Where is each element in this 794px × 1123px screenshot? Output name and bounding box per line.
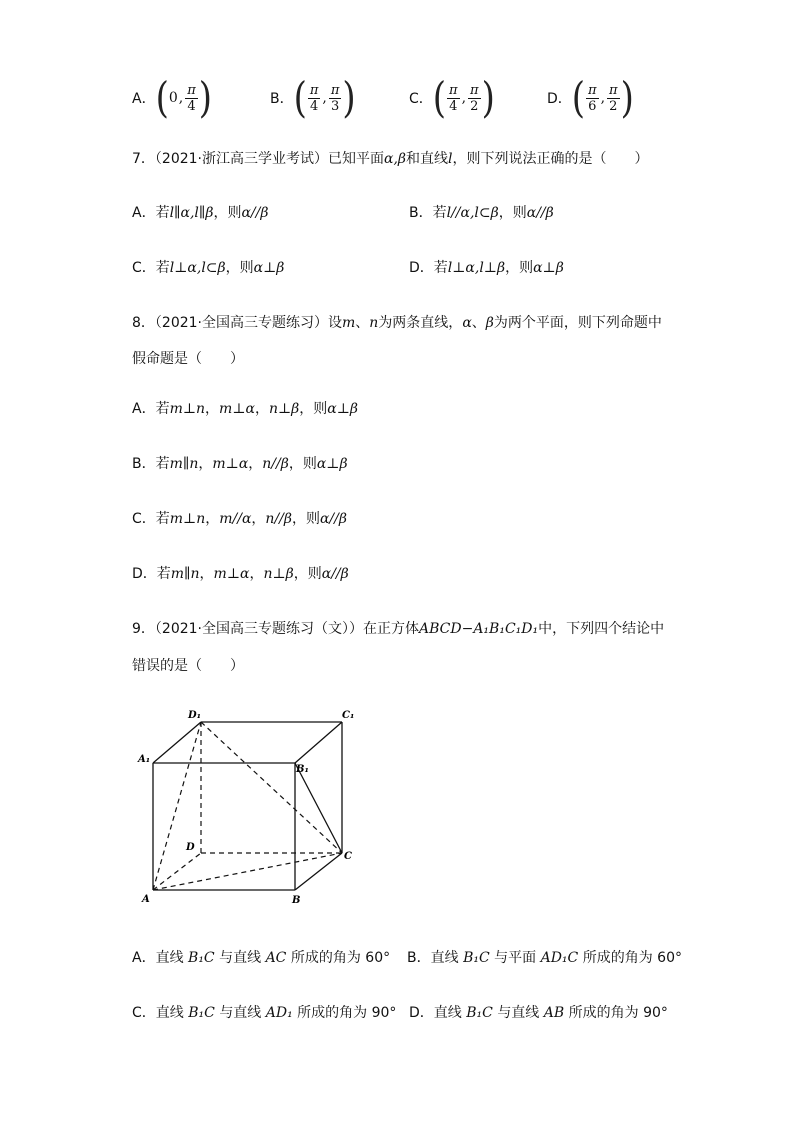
interval: ( $\frac{\pi}{4}$ , $\frac{\pi}{2}$ ) (432, 73, 495, 123)
interval: ( 0 , $\frac{\pi}{4}$ ) (155, 73, 213, 123)
q7-option-a: A．若l∥α,l∥β，则α//β (132, 205, 269, 221)
q6-option-a (132, 73, 213, 123)
q9-option-b: B．直线 B₁C 与平面 AD₁C 所成的角为 60° (407, 950, 682, 966)
q6-option-d (547, 73, 634, 123)
q8-stem-line1: 8．（2021·全国高三专题练习）设m、n为两条直线，α、β为两个平面，则下列命题中 (132, 315, 662, 331)
option-label: A． (132, 91, 156, 107)
q9-stem-line2: 错误的是（ ） (132, 658, 244, 674)
option-label: B． (270, 91, 294, 107)
label-b1: B₁ (296, 764, 309, 775)
hidden-edge-d1-c (201, 722, 342, 853)
edge-a1-d1 (153, 722, 201, 763)
q7-option-d: D．若l⊥α,l⊥β，则α⊥β (409, 260, 564, 276)
label-a1: A₁ (138, 754, 151, 765)
cube-figure (130, 700, 370, 915)
q7-stem: 7．（2021·浙江高三学业考试）已知平面α,β和直线l，则下列说法正确的是（ ） (132, 151, 649, 167)
q9-option-d: D．直线 B₁C 与直线 AB 所成的角为 90° (409, 1005, 668, 1021)
interval: ( $\frac{\pi}{6}$ , $\frac{\pi}{2}$ ) (571, 73, 634, 123)
label-b: B (292, 895, 301, 906)
edge-b1-c (295, 763, 342, 853)
q9-option-a: A．直线 B₁C 与直线 AC 所成的角为 60° (132, 950, 391, 966)
q8-stem-line2: 假命题是（ ） (132, 351, 244, 367)
q6-option-b (270, 73, 356, 123)
q6-option-c (409, 73, 495, 123)
label-d1: D₁ (188, 710, 202, 721)
q7-option-b: B．若l//α,l⊂β，则α//β (409, 205, 554, 221)
edge-b-c (295, 853, 342, 890)
interval: ( $\frac{\pi}{4}$ , $\frac{\pi}{3}$ ) (293, 73, 356, 123)
label-c: C (344, 851, 352, 862)
q8-option-c: C．若m⊥n，m//α，n//β，则α//β (132, 511, 347, 527)
label-c1: C₁ (342, 710, 355, 721)
edge-b1-c1 (295, 722, 342, 763)
label-d: D (186, 842, 195, 853)
hidden-edge-a-c (153, 853, 342, 890)
option-label: C． (409, 91, 433, 107)
label-a: A (142, 894, 150, 905)
hidden-edge-a-d1 (153, 722, 201, 890)
q7-option-c: C．若l⊥α,l⊂β，则α⊥β (132, 260, 285, 276)
q8-option-a: A．若m⊥n，m⊥α，n⊥β，则α⊥β (132, 401, 358, 417)
q8-option-b: B．若m∥n，m⊥α，n//β，则α⊥β (132, 456, 348, 472)
q8-option-d: D．若m∥n，m⊥α，n⊥β，则α//β (132, 566, 349, 582)
hidden-edge-a-d (153, 853, 201, 890)
q9-option-c: C．直线 B₁C 与直线 AD₁ 所成的角为 90° (132, 1005, 397, 1021)
q6-options (132, 73, 672, 123)
option-label: D． (547, 91, 572, 107)
q9-stem-line1: 9．（2021·全国高三专题练习（文））在正方体ABCD−A₁B₁C₁D₁中，下列四个结论中 (132, 621, 665, 637)
